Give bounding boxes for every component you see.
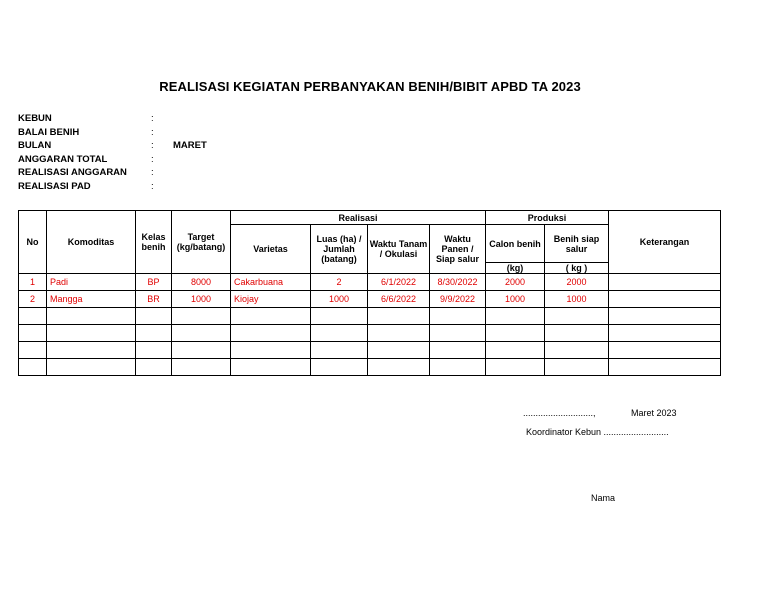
cell-luas xyxy=(311,359,368,376)
cell-waktu-panen xyxy=(430,308,486,325)
header-luas: Luas (ha) / Jumlah (batang) xyxy=(311,225,368,274)
table-row xyxy=(19,308,721,325)
header-calon-benih: Calon benih xyxy=(486,225,545,263)
signature-date: Maret 2023 xyxy=(631,408,677,418)
info-colon: : xyxy=(151,140,154,152)
cell-target xyxy=(172,342,231,359)
cell-waktu-tanam xyxy=(368,342,430,359)
info-label: REALISASI ANGGARAN xyxy=(18,167,127,179)
cell-no: 2 xyxy=(19,291,47,308)
info-label: BALAI BENIH xyxy=(18,126,80,138)
cell-calon-benih xyxy=(486,308,545,325)
info-value-bulan: MARET xyxy=(173,140,207,152)
cell-waktu-tanam: 6/1/2022 xyxy=(368,274,430,291)
header-no: No xyxy=(19,211,47,274)
cell-komoditas: Padi xyxy=(47,274,136,291)
info-colon: : xyxy=(151,167,154,179)
cell-kelas xyxy=(136,359,172,376)
header-realisasi: Realisasi xyxy=(231,211,486,225)
table-row xyxy=(19,342,721,359)
table-row xyxy=(19,359,721,376)
table-row xyxy=(19,291,721,308)
cell-varietas xyxy=(231,308,311,325)
header-benih-siap-salur: Benih siap salur xyxy=(545,225,609,263)
cell-kelas: BP xyxy=(136,274,172,291)
header-waktu-tanam: Waktu Tanam / Okulasi xyxy=(368,225,430,274)
cell-no xyxy=(19,325,47,342)
header-komoditas: Komoditas xyxy=(47,211,136,274)
cell-no xyxy=(19,359,47,376)
cell-varietas xyxy=(231,325,311,342)
cell-komoditas xyxy=(47,342,136,359)
header-produksi: Produksi xyxy=(486,211,609,225)
cell-luas xyxy=(311,325,368,342)
cell-target: 8000 xyxy=(172,274,231,291)
table-row xyxy=(19,274,721,291)
cell-waktu-tanam xyxy=(368,359,430,376)
cell-calon-benih: 2000 xyxy=(486,274,545,291)
cell-keterangan xyxy=(609,325,721,342)
info-colon: : xyxy=(151,113,154,124)
cell-luas: 1000 xyxy=(311,291,368,308)
header-target: Target (kg/batang) xyxy=(172,211,231,274)
cell-benih-siap xyxy=(545,308,609,325)
cell-komoditas xyxy=(47,359,136,376)
header-kelas-benih: Kelas benih xyxy=(136,211,172,274)
cell-keterangan xyxy=(609,308,721,325)
info-label: BULAN xyxy=(18,140,52,152)
cell-keterangan xyxy=(609,359,721,376)
cell-luas xyxy=(311,342,368,359)
cell-waktu-tanam xyxy=(368,325,430,342)
cell-kelas: BR xyxy=(136,291,172,308)
cell-varietas: Kiojay xyxy=(231,291,311,308)
cell-benih-siap: 1000 xyxy=(545,291,609,308)
cell-luas: 2 xyxy=(311,274,368,291)
cell-calon-benih: 1000 xyxy=(486,291,545,308)
cell-komoditas xyxy=(47,308,136,325)
table-row xyxy=(19,325,721,342)
cell-waktu-panen xyxy=(430,325,486,342)
cell-target: 1000 xyxy=(172,291,231,308)
cell-luas xyxy=(311,308,368,325)
cell-waktu-panen xyxy=(430,359,486,376)
document-title: REALISASI KEGIATAN PERBANYAKAN BENIH/BIBIT APBD TA 2023 xyxy=(159,79,581,94)
cell-calon-benih xyxy=(486,342,545,359)
cell-waktu-tanam xyxy=(368,308,430,325)
cell-no xyxy=(19,342,47,359)
cell-waktu-panen: 9/9/2022 xyxy=(430,291,486,308)
cell-kelas xyxy=(136,325,172,342)
header-varietas: Varietas xyxy=(231,225,311,274)
info-colon: : xyxy=(151,153,154,165)
cell-varietas: Cakarbuana xyxy=(231,274,311,291)
cell-target xyxy=(172,359,231,376)
cell-kelas xyxy=(136,342,172,359)
info-label: ANGGARAN TOTAL xyxy=(18,153,108,165)
cell-target xyxy=(172,325,231,342)
cell-benih-siap: 2000 xyxy=(545,274,609,291)
cell-benih-siap xyxy=(545,359,609,376)
cell-calon-benih xyxy=(486,359,545,376)
cell-varietas xyxy=(231,342,311,359)
table-header-row xyxy=(19,211,721,225)
cell-keterangan xyxy=(609,342,721,359)
info-colon: : xyxy=(151,180,154,192)
realisasi-table xyxy=(18,210,721,376)
cell-waktu-panen: 8/30/2022 xyxy=(430,274,486,291)
header-waktu-panen: Waktu Panen / Siap salur xyxy=(430,225,486,274)
cell-waktu-tanam: 6/6/2022 xyxy=(368,291,430,308)
cell-komoditas: Mangga xyxy=(47,291,136,308)
cell-benih-siap xyxy=(545,342,609,359)
cell-target xyxy=(172,308,231,325)
cell-varietas xyxy=(231,359,311,376)
header-keterangan: Keterangan xyxy=(609,211,721,274)
info-label: KEBUN xyxy=(18,113,52,124)
cell-no: 1 xyxy=(19,274,47,291)
header-unit-calon: (kg) xyxy=(486,263,545,274)
cell-no xyxy=(19,308,47,325)
cell-benih-siap xyxy=(545,325,609,342)
header-unit-siap: ( kg ) xyxy=(545,263,609,274)
info-label: REALISASI PAD xyxy=(18,180,91,192)
signature-place: ............................, xyxy=(523,408,596,418)
cell-komoditas xyxy=(47,325,136,342)
cell-keterangan xyxy=(609,274,721,291)
signature-role: Koordinator Kebun .......................... xyxy=(526,427,669,437)
info-colon: : xyxy=(151,126,154,138)
cell-keterangan xyxy=(609,291,721,308)
cell-calon-benih xyxy=(486,325,545,342)
signature-name: Nama xyxy=(591,493,616,503)
cell-waktu-panen xyxy=(430,342,486,359)
cell-kelas xyxy=(136,308,172,325)
